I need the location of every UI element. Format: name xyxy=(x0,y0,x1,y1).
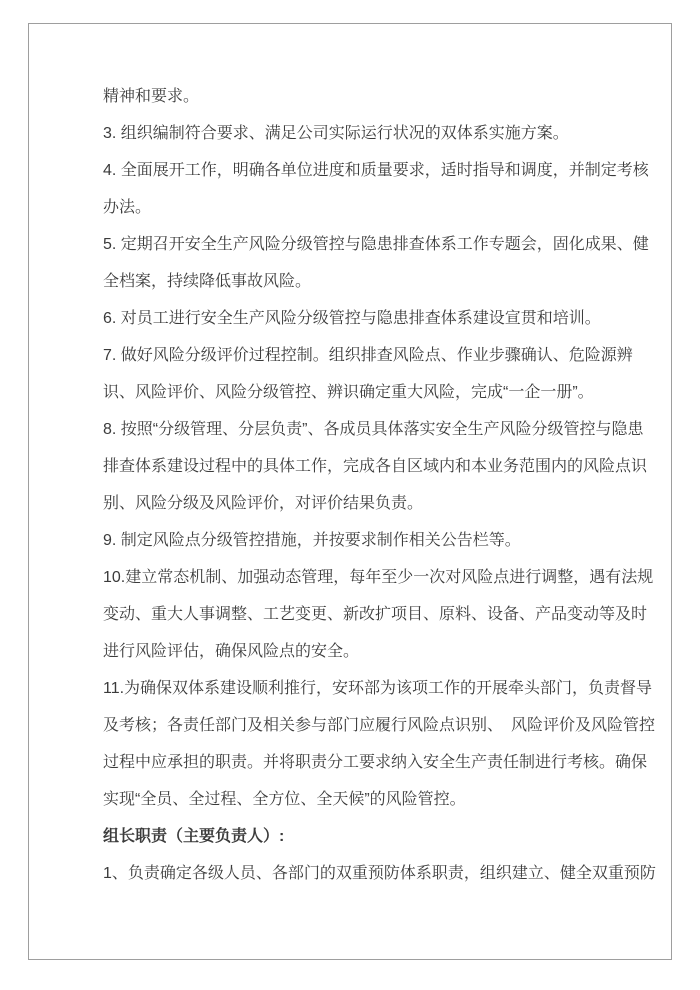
paragraph: 3. 组织编制符合要求、满足公司实际运行状况的双体系实施方案。 xyxy=(103,125,569,142)
paragraph: 9. 制定风险点分级管控措施，并按要求制作相关公告栏等。 xyxy=(103,532,521,549)
paragraph: 精神和要求。 xyxy=(103,88,200,105)
section-heading: 组长职责（主要负责人）: xyxy=(103,828,285,845)
paragraph: 8. 按照“分级管理、分层负责”、各成员具体落实安全生产风险分级管控与隐患排查体系建设过程中的具体工作，完成各自区域内和本业务范围内的风险点识别、风险分级及风险评价，对评价结果负责。 xyxy=(103,421,648,512)
paragraph: 11.为确保双体系建设顺利推行，安环部为该项工作的开展牵头部门，负责督导及考核；各责任部门及相关参与部门应履行风险点识别、 风险评价及风险管控过程中应承担的职责。并将职责分工要求纳入安全生产责任制进行考核。确保实现“全员、全过程、全方位、全天候”的风险管控。 xyxy=(103,680,656,808)
paragraph: 6. 对员工进行安全生产风险分级管控与隐患排查体系建设宣贯和培训。 xyxy=(103,310,601,327)
paragraph: 1、负责确定各级人员、各部门的双重预防体系职责，组织建立、健全双重预防 xyxy=(103,865,656,882)
paragraph: 10.建立常态机制、加强动态管理，每年至少一次对风险点进行调整，遇有法规变动、重大人事调整、工艺变更、新改扩项目、原料、设备、产品变动等及时进行风险评估，确保风险点的安全。 xyxy=(103,569,654,660)
paragraph: 7. 做好风险分级评价过程控制。组织排查风险点、作业步骤确认、危险源辨识、风险评价、风险分级管控、辨识确定重大风险，完成“一企一册”。 xyxy=(103,347,633,401)
document-page xyxy=(28,23,672,960)
paragraph: 5. 定期召开安全生产风险分级管控与隐患排查体系工作专题会，固化成果、健全档案，持续降低事故风险。 xyxy=(103,236,649,290)
paragraph: 4. 全面展开工作，明确各单位进度和质量要求，适时指导和调度，并制定考核办法。 xyxy=(103,162,649,216)
document-content xyxy=(103,78,656,892)
